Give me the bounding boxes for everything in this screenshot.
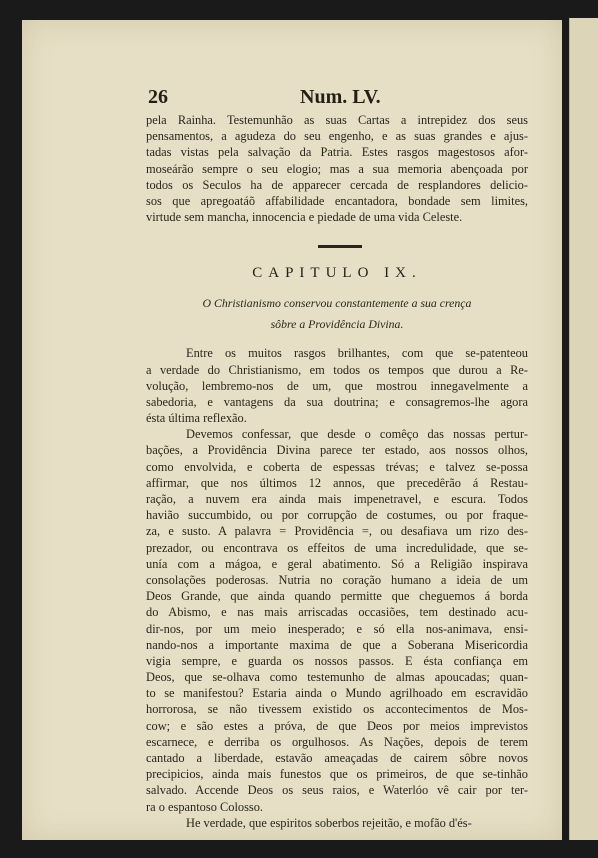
page-number: 26 (148, 86, 168, 108)
text-line: tadas vistas pela salvação da Patria. Estes rasgos magestosos afor- (146, 145, 528, 160)
section-divider (146, 225, 528, 259)
text-line: havião succumbido, ou por corrupção de costumes, ou por fraque- (146, 508, 528, 523)
text-line: ração, a nuvem era ainda mais impenetravel, e escura. Todos (146, 492, 528, 506)
text-line: sabedoria, e vantagens da sua doutrina; e consagremos-lhe agora (146, 394, 528, 409)
text-line: virtude sem mancha, innocencia e piedade de uma vida Celeste. (146, 210, 463, 225)
text-line: moseárão sempre o seu elogio; mas a sua memoria abençoada por (146, 161, 528, 176)
text-line: za, e susto. A palavra = Providência =, ou desafiava um rizo des- (146, 524, 528, 539)
chapter-heading: CAPITULO IX. (252, 265, 422, 282)
text-line: ésta última reflexão. (146, 411, 247, 426)
text-line: todos os Seculos ha de apparecer cercada de resplandores delicio- (146, 177, 528, 192)
text-line: pensamentos, a agudeza do seu engenho, e as suas grandes e ajus- (146, 129, 528, 144)
text-line: affirmar, que nos últimos 12 annos, que precedêrão á Restau- (146, 475, 528, 490)
text-line: a verdade do Christianismo, em todos os tempos que durou a Re- (146, 362, 528, 377)
text-line: ra o espantoso Colosso. (146, 799, 264, 814)
text-line: salvado. Accende Deos os seus raios, e Waterlóo vê cair por ter- (146, 783, 528, 798)
body-text (146, 112, 528, 831)
text-line: sos que apregoatáõ affabilidade encantadora, bondade sem limites, (146, 193, 528, 208)
text-line: He verdade, que espiritos soberbos rejeitão, e mofão d'és- (186, 815, 472, 830)
paragraph (146, 815, 528, 831)
text-line: vigia sempre, e guarda os nossos passos. E ésta confiança em (146, 653, 528, 668)
paragraph (146, 426, 528, 815)
text-line: volução, lembremo-nos de um, que mostrou innegavelmente a (146, 378, 528, 393)
text-line: unía com a mágoa, e geral abatimento. Só a Religião inspirava (146, 556, 528, 571)
chapter-subtitle-line: O Christianismo conservou constantemente a sua crença (202, 296, 472, 311)
text-line: to se manifestou? Estaria ainda o Mundo agrilhoado em escravidão (146, 686, 528, 701)
text-line: Devemos confessar, que desde o comêço das nossas pertur- (186, 427, 528, 442)
text-line: pela Rainha. Testemunhão as suas Cartas a intrepidez dos seus (146, 113, 528, 127)
chapter-subtitle-line: sôbre a Providência Divina. (270, 317, 404, 332)
text-line: Deos, que se-olhava como testemunho de almas apoucadas; quan- (146, 670, 528, 685)
text-line: precipicios, ainda mais funestos que os primeiros, de que se-tinhão (146, 767, 528, 782)
paragraph (146, 345, 528, 426)
text-line: horrorosa, se não tivessem existido os accontecimentos de Mos- (146, 702, 528, 717)
text-line: nando-nos a importante maxima de que a Soberana Misericordia (146, 637, 528, 652)
running-head (148, 86, 548, 110)
text-line: do Abismo, e nas mais arriscadas occasiões, tem destinado acu- (146, 605, 528, 620)
text-line: bações, a Providência Divina parece ter estado, aos nossos olhos, (146, 443, 528, 458)
text-line: Entre os muitos rasgos brilhantes, com que se-patenteou (186, 346, 528, 361)
text-line: como envolvida, e coberta de espessas trévas; e talvez se-possa (146, 459, 528, 474)
text-line: Deos Grande, que ainda quando permitte que cheguemos á borda (146, 589, 528, 604)
issue-title: Num. LV. (300, 86, 381, 108)
text-line: escarnece, e derriba os orgulhosos. As Nações, depois de terem (146, 734, 528, 749)
chapter-subtitle (146, 293, 528, 335)
divider-rule (318, 245, 362, 248)
text-line: prezador, ou encontrava os effeitos de uma incredulidade, que se- (146, 540, 528, 555)
text-line: cantado a liberdade, estavão ameaçadas de cairem sôbre novos (146, 751, 528, 765)
text-line: dir-nos, por um meio inesperado; e só ella nos-animava, ensi- (146, 621, 528, 636)
facing-page-edge (569, 18, 598, 840)
paragraph-intro (146, 112, 528, 225)
text-line: cow; e são estes a próva, de que Deos por meios imprevistos (146, 718, 528, 733)
text-line: consolações poderosas. Nutria no coração humano a ideia de um (146, 572, 528, 587)
